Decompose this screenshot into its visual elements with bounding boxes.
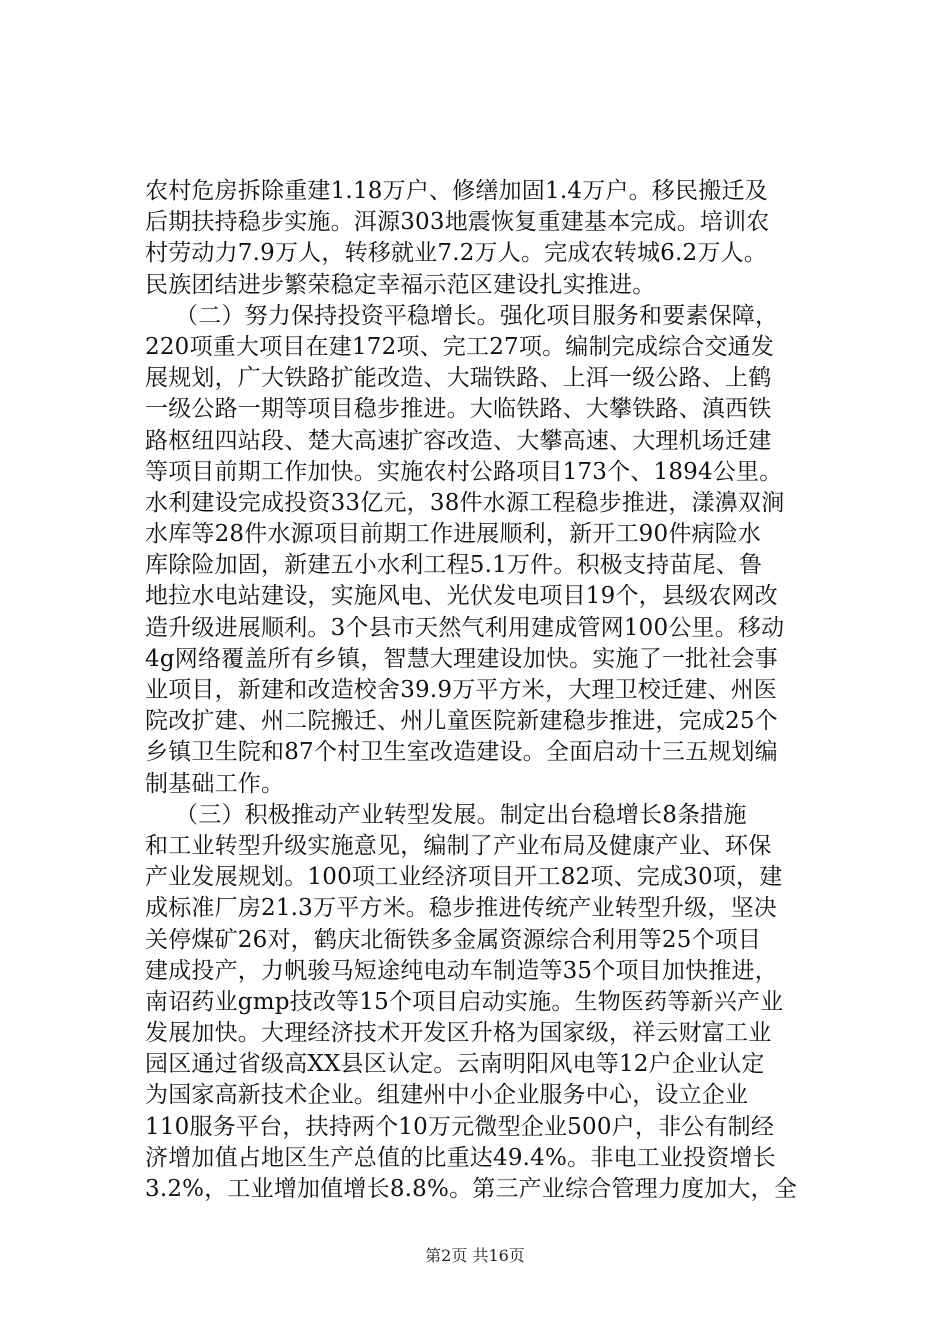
page-number-footer: 第2页 共16页 bbox=[425, 1246, 525, 1265]
text-line: 制基础工作。 bbox=[145, 770, 285, 797]
text-line: 水利建设完成投资33亿元，38件水源工程稳步推进，漾濞双涧 bbox=[145, 489, 785, 516]
text-line: 村劳动力7.9万人，转移就业7.2万人。完成农转城6.2万人。 bbox=[145, 240, 767, 267]
text-line: 地拉水电站建设，实施风电、光伏发电项目19个，县级农网改 bbox=[145, 583, 778, 610]
text-line: 造升级进展顺利。3个县市天然气利用建成管网100公里。移动 bbox=[145, 614, 785, 641]
text-line: 库除险加固，新建五小水利工程5.1万件。积极支持苗尾、鲁 bbox=[145, 552, 763, 579]
text-line: 一级公路一期等项目稳步推进。大临铁路、大攀铁路、滇西铁 bbox=[145, 396, 772, 423]
text-line: 院改扩建、州二院搬迁、州儿童医院新建稳步推进，完成25个 bbox=[145, 708, 778, 735]
text-line: 园区通过省级高XX县区认定。云南明阳风电等12户企业认定 bbox=[145, 1051, 765, 1078]
text-line: 发展加快。大理经济技术开发区升格为国家级，祥云财富工业 bbox=[145, 1020, 772, 1047]
text-line: 农村危房拆除重建1.18万户、修缮加固1.4万户。移民搬迁及 bbox=[145, 178, 768, 204]
text-line: 业项目，新建和改造校舍39.9万平方米，大理卫校迁建、州医 bbox=[145, 677, 778, 703]
text-line: 乡镇卫生院和87个村卫生室改造建设。全面启动十三五规划编 bbox=[145, 739, 778, 766]
text-line: 和工业转型升级实施意见，编制了产业布局及健康产业、环保 bbox=[145, 832, 772, 859]
document-body bbox=[145, 176, 825, 1205]
text-line: 路枢纽四站段、楚大高速扩容改造、大攀高速、大理机场迁建 bbox=[145, 427, 772, 454]
text-line: 3.2%，工业增加值增长8.8%。第三产业综合管理力度加大，全 bbox=[145, 1176, 798, 1202]
text-line: 4g网络覆盖所有乡镇，智慧大理建设加快。实施了一批社会事 bbox=[145, 645, 778, 672]
text-line: 民族团结进步繁荣稳定幸福示范区建设扎实推进。 bbox=[145, 271, 656, 298]
text-line: 成标准厂房21.3万平方米。稳步推进传统产业转型升级，坚决 bbox=[145, 895, 778, 922]
text-line: 110服务平台，扶持两个10万元微型企业500户，非公有制经 bbox=[145, 1113, 775, 1140]
text-line: （二）努力保持投资平稳增长。强化项目服务和要素保障， bbox=[145, 302, 779, 329]
text-line: 济增加值占地区生产总值的比重达49.4%。非电工业投资增长 bbox=[145, 1144, 776, 1171]
text-line: 产业发展规划。100项工业经济项目开工82项、完成30项，建 bbox=[145, 864, 783, 891]
text-line: 建成投产，力帆骏马短途纯电动车制造等35个项目加快推进， bbox=[145, 957, 778, 984]
text-line: 后期扶持稳步实施。洱源303地震恢复重建基本完成。培训农 bbox=[145, 209, 770, 236]
text-line: 展规划，广大铁路扩能改造、大瑞铁路、上洱一级公路、上鹤 bbox=[145, 365, 772, 392]
text-line: （三）积极推动产业转型发展。制定出台稳增长8条措施 bbox=[145, 801, 747, 828]
text-line: 南诏药业gmp技改等15个项目启动实施。生物医药等新兴产业 bbox=[145, 988, 784, 1015]
text-line: 220项重大项目在建172项、完工27项。编制完成综合交通发 bbox=[145, 333, 775, 360]
text-line: 关停煤矿26对，鹤庆北衙铁多金属资源综合利用等25个项目 bbox=[145, 926, 762, 953]
text-line: 为国家高新技术企业。组建州中小企业服务中心，设立企业 bbox=[145, 1082, 749, 1109]
text-line: 水库等28件水源项目前期工作进展顺利，新开工90件病险水 bbox=[145, 521, 762, 548]
text-line: 等项目前期工作加快。实施农村公路项目173个、1894公里。 bbox=[145, 458, 783, 485]
